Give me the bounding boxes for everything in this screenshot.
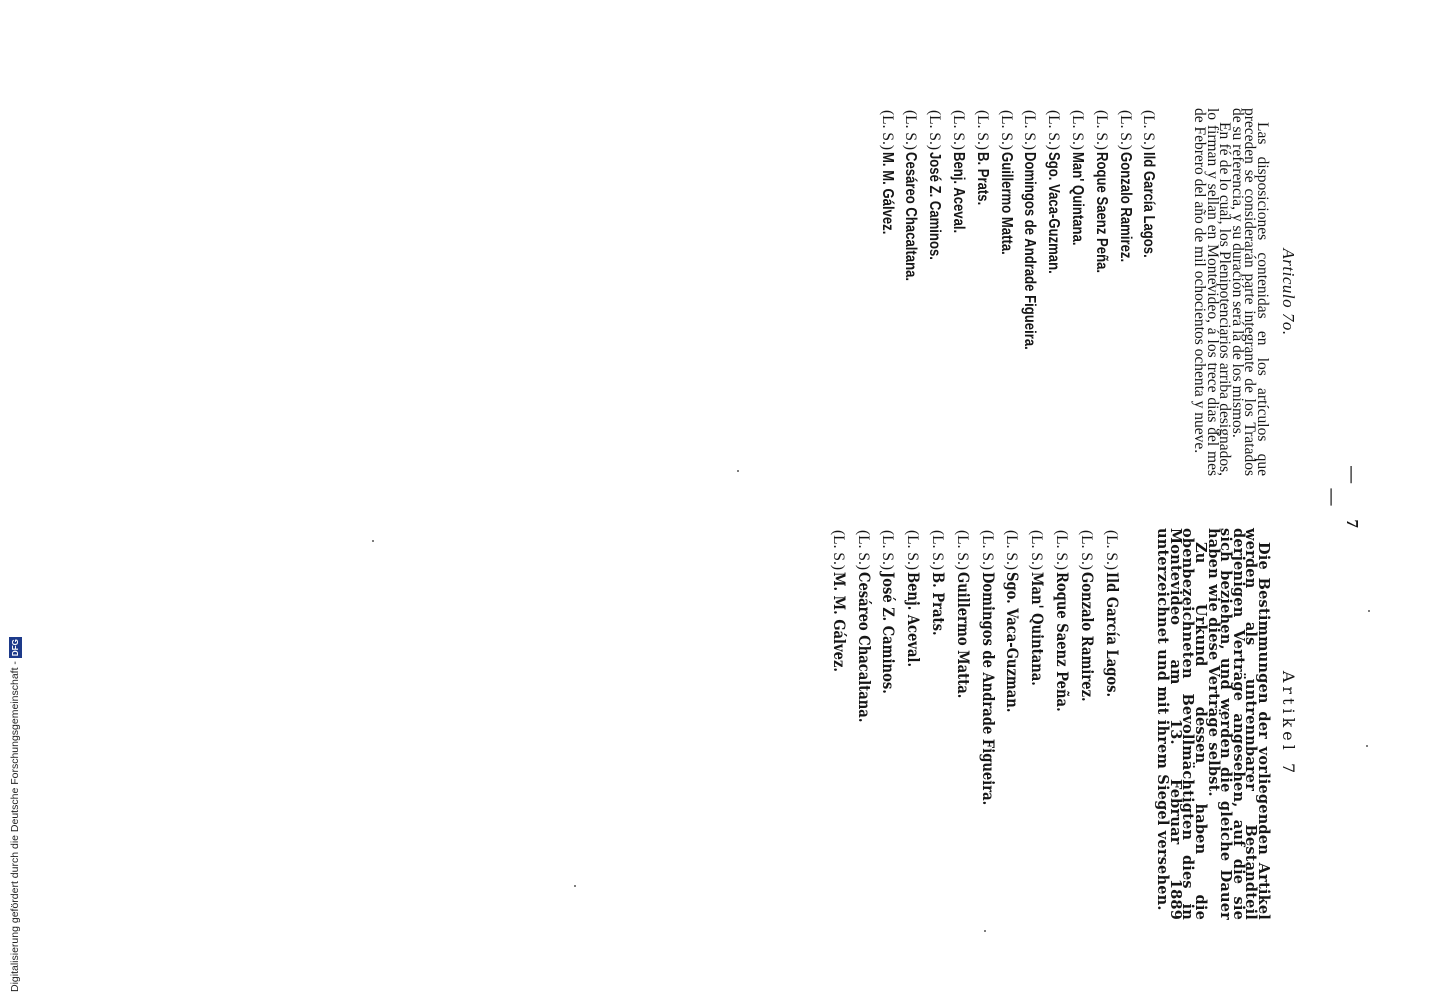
seal-mark: (L. S.) [904,530,922,571]
signatory-name: M. M. Gálvez. [878,152,896,235]
signatory-name: Cesáreo Chacaltana. [902,152,920,282]
seal-mark: (L. S.) [953,530,971,571]
signatory-name: Guillermo Matta. [997,152,1015,255]
signatory-name: José Z. Caminos. [879,572,899,694]
signature-line [994,110,1018,476]
seal-mark: (L. S.) [1077,530,1095,571]
spanish-paragraph-2: En fé de lo cual, los Plenipotenciarios arriba designados, lo firman y sellan en Montevideo, á los trece dias del mes de Febrero del año de mil ochocientos ochenta y nueve. [1191,108,1234,476]
digitization-credit-text: Digitalisierung gefördert durch die Deutsche Forschungsgemeinschaft - [9,661,21,992]
signatory-name: Ild García Lagos. [1102,572,1122,698]
signatory-name: Sgo. Vaca-Guzman. [1003,572,1023,713]
dfg-logo: DFG [10,639,20,657]
seal-mark: (L. S.) [1116,110,1134,151]
spanish-signature-list [875,108,1161,476]
signature-line [1041,110,1065,476]
scan-speck [984,930,986,932]
seal-mark: (L. S.) [1045,110,1063,151]
digitization-credit [6,592,24,992]
seal-mark: (L. S.) [879,530,897,571]
signatory-name: Man' Quintana. [1069,152,1087,246]
seal-mark: (L. S.) [929,530,947,571]
signature-line [950,530,975,920]
signatory-name: Roque Saenz Peña. [1053,572,1073,712]
seal-mark: (L. S.) [1140,110,1158,151]
seal-mark: (L. S.) [829,530,847,571]
seal-mark: (L. S.) [878,110,896,151]
signature-line [1113,110,1137,476]
signatory-name: Domingos de Andrade Figueira. [1021,152,1039,350]
scan-speck [1368,610,1370,612]
signature-line [925,530,950,920]
scan-speck [574,885,576,887]
seal-mark: (L. S.) [950,110,968,151]
signature-line [1099,530,1124,920]
signatory-name: Man' Quintana. [1028,572,1048,686]
seal-mark: (L. S.) [973,110,991,151]
seal-mark: (L. S.) [926,110,944,151]
signatory-name: Sgo. Vaca-Guzman. [1045,152,1063,274]
signatory-name: Roque Saenz Peña. [1092,152,1110,274]
signature-line [851,530,876,920]
scan-speck [1366,745,1368,747]
signature-line [1074,530,1099,920]
seal-mark: (L. S.) [1102,530,1120,571]
spanish-article-heading: Articulo 7o. [1279,248,1298,336]
spanish-column [875,108,1298,476]
seal-mark: (L. S.) [902,110,920,151]
german-paragraph-2: Zu Urkund dessen haben die obenbezeichneten Bevollmächtigten dies in Montevideo am 13. Februar 1889 unterzeichnet und mit ihrem Siegel versehen. [1154,528,1210,920]
signature-line [970,110,994,476]
scan-speck [737,470,739,472]
signature-line [826,530,851,920]
signatory-name: Guillermo Matta. [953,572,973,699]
scan-speck [372,540,374,542]
signature-line [1137,110,1161,476]
signature-line [1000,530,1025,920]
signatory-name: Gonzalo Ramirez. [1116,152,1134,263]
signature-line [876,530,901,920]
signature-line [922,110,946,476]
seal-mark: (L. S.) [1021,110,1039,151]
signature-line [1049,530,1074,920]
signatory-name: B. Prats. [929,572,949,636]
signatory-name: Ild García Lagos. [1140,152,1158,258]
seal-mark: (L. S.) [1003,530,1021,571]
seal-mark: (L. S.) [1069,110,1087,151]
signature-line [1018,110,1042,476]
german-article-heading: Artikel 7 [1279,670,1298,778]
page-number: — 7 — [1323,466,1362,544]
signatory-name: B. Prats. [973,152,991,206]
signature-line [900,530,925,920]
german-paragraph-1: Die Bestimmungen der vorliegenden Artikel werden als untrennbarer Bestandteil derjenigen Verträge angesehen, auf die sie sich beziehen, und werden die gleiche Dauer haben wie diese Verträge selbst. [1204,528,1272,920]
signatory-name: José Z. Caminos. [926,152,944,260]
signature-line [875,110,899,476]
signatory-name: M. M. Gálvez. [829,572,849,673]
signatory-name: Benj. Aceval. [950,152,968,234]
seal-mark: (L. S.) [854,530,872,571]
signatory-name: Domingos de Andrade Figueira. [978,572,998,806]
seal-mark: (L. S.) [1053,530,1071,571]
signature-line [946,110,970,476]
signature-line [899,110,923,476]
seal-mark: (L. S.) [978,530,996,571]
signature-line [975,530,1000,920]
seal-mark: (L. S.) [1092,110,1110,151]
signature-line [1024,530,1049,920]
spanish-paragraph-1: Las disposiciones contenidas en los artículos que preceden se considerarán parte integrante de los Tratados de su referencia, y su duración será la de los mismos. [1228,108,1271,476]
signatory-name: Gonzalo Ramirez. [1077,572,1097,702]
seal-mark: (L. S.) [1028,530,1046,571]
german-column [826,528,1298,920]
signature-line [1089,110,1113,476]
seal-mark: (L. S.) [997,110,1015,151]
signatory-name: Cesáreo Chacaltana. [854,572,874,723]
signatory-name: Benj. Aceval. [904,572,924,668]
german-signature-list [826,528,1124,920]
signature-line [1065,110,1089,476]
